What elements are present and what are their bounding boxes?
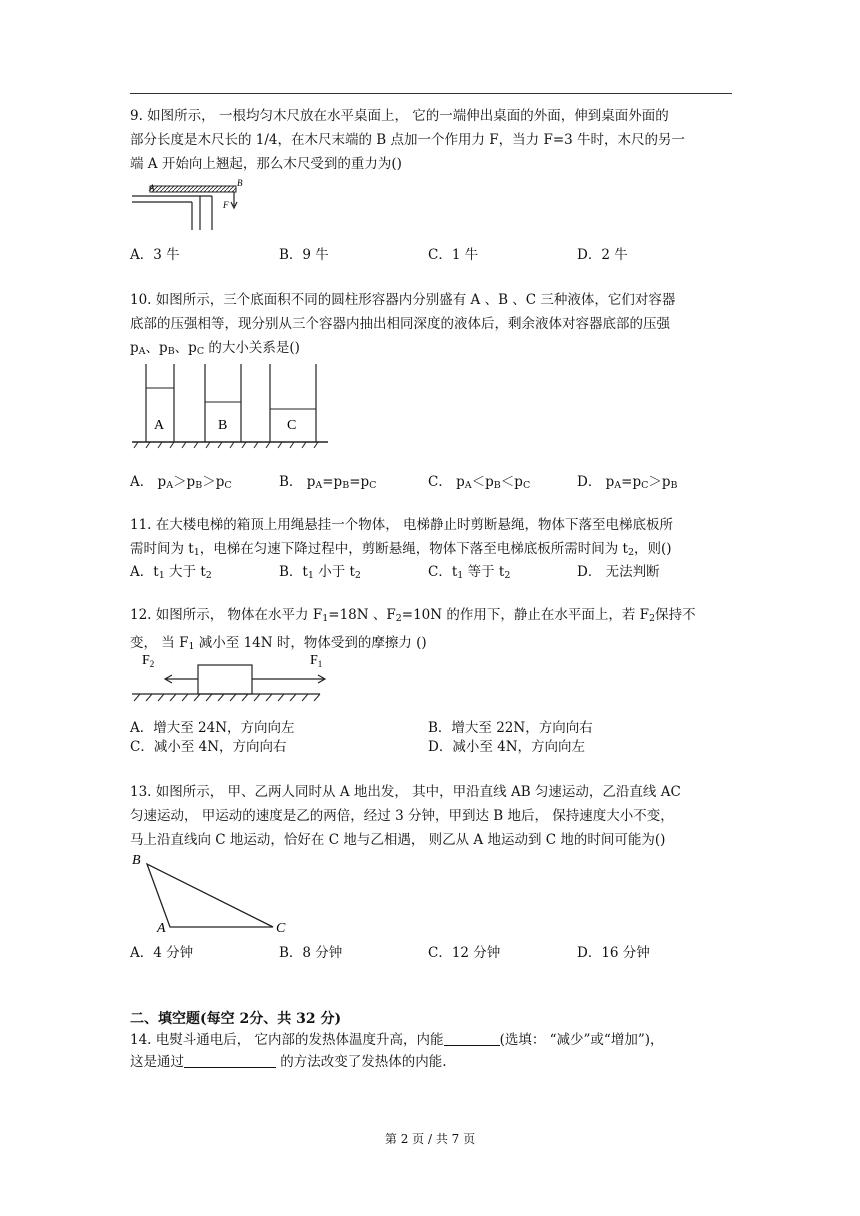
question-13-line-3: 马上沿直线向 C 地运动，恰好在 C 地与乙相遇， 则乙从 A 地运动到 C 地的时间可能为() — [130, 832, 666, 848]
q11-option-a: A．$t_1$ 大于 $t_2$ — [130, 564, 212, 581]
question-10-line-1: 10. 如图所示，三个底面积不同的圆柱形容器内分别盛有 A 、B 、C 三种液体，它们对容器 — [130, 292, 676, 308]
question-9-line-1: 9. 如图所示， 一根均匀木尺放在水平桌面上， 它的一端伸出桌面的外面，伸到桌面外面的 — [130, 108, 669, 124]
q10-option-a: A． $p_A>p_B>p_C$ — [130, 474, 232, 491]
q9-option-b: B．9 牛 — [279, 247, 329, 263]
container-c-label: C — [287, 418, 297, 433]
question-14-line-2: 这是通过 的方法改变了发热体的内能. — [130, 1054, 447, 1070]
question-13-line-1: 13. 如图所示， 甲、乙两人同时从 A 地出发， 其中，甲沿直线 AB 匀速运动，乙沿直线 AC — [130, 784, 681, 800]
question-13 — [130, 780, 740, 852]
q12-option-b: B．增大至 22N，方向向右 — [428, 720, 593, 736]
q9-option-d: D．2 牛 — [577, 247, 628, 263]
q10-option-d: D． $p_A=p_C>p_B$ — [577, 474, 678, 491]
q10-option-b: B． $p_A=p_B=p_C$ — [279, 474, 377, 491]
q12-option-a: A．增大至 24N，方向向左 — [130, 720, 295, 736]
answer-blank-1[interactable] — [444, 1031, 500, 1046]
q11-option-c: C．$t_1$ 等于 $t_2$ — [428, 564, 511, 581]
answer-blank-2[interactable] — [184, 1053, 276, 1068]
question-10-line-3: $p_A$、$p_B$、$p_C$ 的大小关系是() — [130, 340, 300, 357]
q13-option-d: D．16 分钟 — [577, 945, 650, 961]
container-a-label: A — [154, 418, 165, 433]
question-12-line-2: 变， 当 $F_1$ 减小至 14N 时，物体受到的摩擦力 () — [130, 635, 427, 652]
question-11-line-2: 需时间为 $t_1$，电梯在匀速下降过程中，剪断悬绳，物体下落至电梯底板所需时间为 $t_2$，则() — [130, 541, 672, 558]
question-12-forces-figure — [130, 648, 330, 708]
point-b-label: B — [132, 853, 141, 868]
header-rule — [130, 93, 732, 94]
block-shape — [198, 665, 252, 694]
q10-option-c: C． $p_A<p_B<p_C$ — [428, 474, 531, 491]
question-13-line-2: 匀速运动， 甲运动的速度是乙的两倍，经过 3 分钟，甲到达 B 地后， 保持速度大小不变， — [130, 808, 674, 824]
point-c-label: C — [276, 921, 286, 936]
question-9-ruler-figure — [130, 178, 250, 232]
q11-option-d: D． 无法判断 — [577, 564, 660, 580]
question-13-triangle-figure — [130, 850, 300, 936]
q12-option-c: C．减小至 4N，方向向右 — [130, 739, 287, 755]
force-f2-label: $F_2$ — [142, 653, 155, 669]
force-f1-label: $F_1$ — [310, 653, 323, 669]
page-footer: 第 2 页 / 共 7 页 — [384, 1132, 476, 1146]
question-14-line-1: 14. 电熨斗通电后， 它内部的发热体温度升高，内能 (选填： “减少”或“增加”)， — [130, 1032, 664, 1048]
force-arrow-shape — [231, 192, 237, 208]
q12-option-d: D．减小至 4N，方向向左 — [428, 739, 586, 755]
section-2-heading: 二、填空题(每空 2分、共 32 分) — [130, 1011, 342, 1027]
force-f2-arrow — [165, 675, 198, 683]
force-label-f: F — [223, 200, 229, 210]
question-10-line-2: 底部的压强相等，现分别从三个容器内抽出相同深度的液体后，剩余液体对容器底部的压强 — [130, 316, 670, 332]
question-11 — [130, 513, 740, 565]
container-b-label: B — [218, 418, 228, 433]
q11-option-b: B．$t_1$ 小于 $t_2$ — [279, 564, 361, 581]
q13-option-c: C．12 分钟 — [428, 945, 501, 961]
ruler-label-a: A — [149, 183, 155, 193]
q13-option-a: A．4 分钟 — [130, 945, 194, 961]
question-9-line-3: 端 A 开始向上翘起，那么木尺受到的重力为() — [130, 156, 402, 172]
question-10-containers-figure — [130, 362, 330, 452]
question-11-line-1: 11. 在大楼电梯的箱顶上用绳悬挂一个物体， 电梯静止时剪断悬绳，物体下落至电梯底板所 — [130, 517, 674, 533]
ruler-label-b: B — [237, 178, 243, 188]
question-10 — [130, 288, 740, 364]
point-a-label: A — [157, 921, 166, 936]
triangle-shape — [147, 864, 273, 927]
q9-option-c: C．1 牛 — [428, 247, 479, 263]
force-f1-arrow — [252, 675, 325, 683]
table-shape — [132, 196, 212, 230]
q9-option-a: A．3 牛 — [130, 247, 180, 263]
question-14 — [130, 1029, 740, 1073]
question-12-line-1: 12. 如图所示， 物体在水平力 $F_1=18N$ 、$F_2=10N$ 的作用下，静止在水平面上，若 $F_2$保持不 — [130, 607, 696, 624]
q13-option-b: B．8 分钟 — [279, 945, 343, 961]
ruler-shape — [150, 186, 236, 192]
question-9-line-2: 部分长度是木尺长的 1/4，在木尺末端的 B 点加一个作用力 F，当力 F=3 牛时，木尺的另一 — [130, 132, 686, 148]
question-9 — [130, 104, 740, 176]
